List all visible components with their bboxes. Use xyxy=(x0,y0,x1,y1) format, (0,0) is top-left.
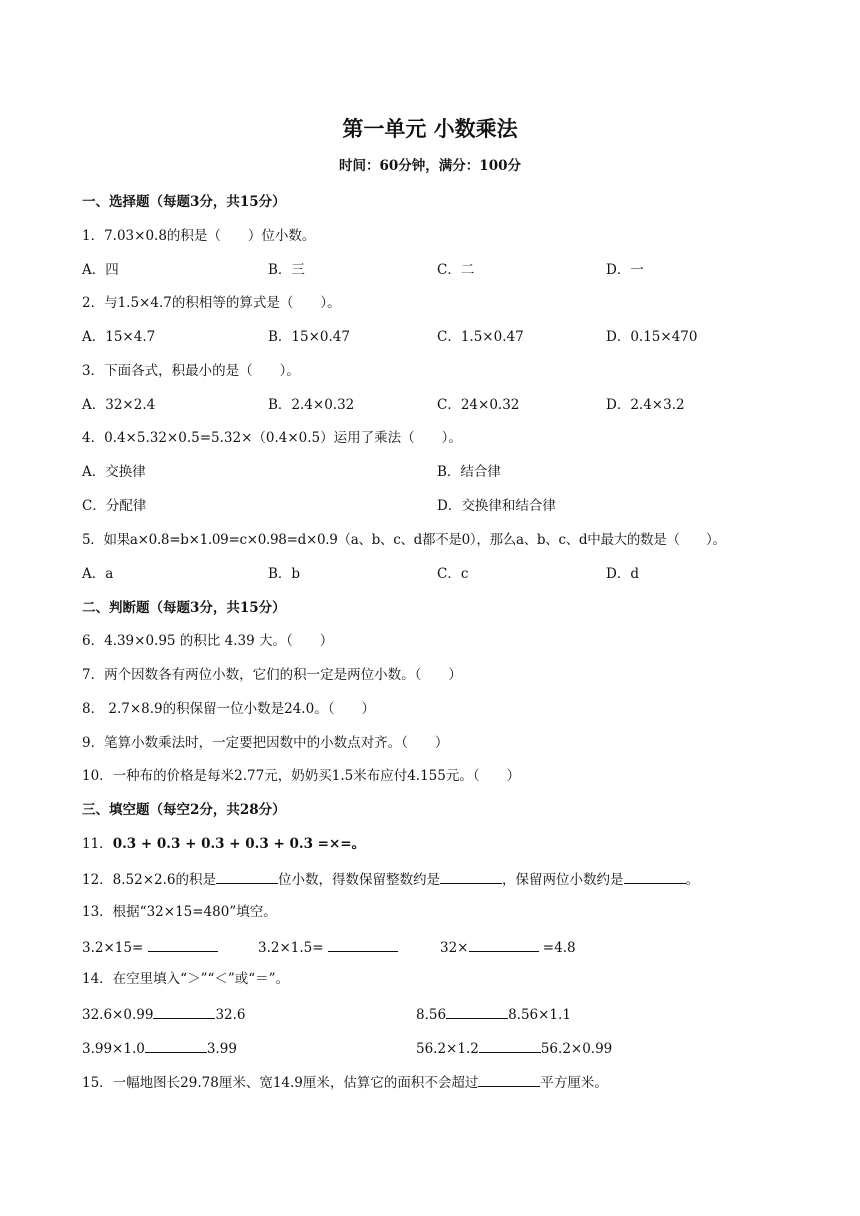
question-11 xyxy=(82,835,365,853)
question-2-option-c: C．1.5×0.47 xyxy=(437,329,524,345)
question-2-option-d: D．0.15×470 xyxy=(606,329,698,345)
question-11-expression: 0.3 + 0.3 + 0.3 + 0.3 + 0.3 =×=。 xyxy=(112,836,366,852)
question-6: 6．4.39×0.95 的积比 4.39 大。（ ） xyxy=(82,633,334,649)
question-12-part-3: ，保留两位小数约是 xyxy=(502,872,624,888)
question-12-part-4: 。 xyxy=(685,872,700,888)
question-4-option-c: C．分配律 xyxy=(82,498,147,514)
page-title: 第一单元 小数乘法 xyxy=(342,116,518,141)
page-subtitle: 时间：60分钟，满分：100分 xyxy=(339,158,521,174)
compare-right: 8.56×1.1 xyxy=(508,1007,571,1023)
question-13-item-3-text-b: =4.8 xyxy=(538,940,576,956)
question-14-compare-4 xyxy=(416,1038,612,1058)
question-4-option-d: D．交换律和结合律 xyxy=(437,498,556,514)
section-heading-judgement: 二、判断题（每题3分，共15分） xyxy=(82,600,286,616)
question-4-option-b: B．结合律 xyxy=(437,464,501,480)
compare-right: 32.6 xyxy=(215,1007,246,1023)
question-5-option-a: A．a xyxy=(82,566,114,582)
compare-right: 56.2×0.99 xyxy=(540,1041,613,1057)
question-5-stem: 5．如果a×0.8=b×1.09=c×0.98=d×0.9（a、b、c、d都不是0），那么a、b、c、d中最大的数是（ ）。 xyxy=(82,532,726,548)
question-13-item-3-text-a: 32× xyxy=(440,940,469,956)
answer-blank[interactable] xyxy=(446,1004,508,1019)
section-heading-fill-in: 三、填空题（每空2分，共28分） xyxy=(82,802,286,818)
answer-blank[interactable] xyxy=(469,937,539,952)
question-5-option-c: C．c xyxy=(437,566,469,582)
question-1-stem: 1．7.03×0.8的积是（ ）位小数。 xyxy=(82,228,316,244)
question-3-option-b: B．2.4×0.32 xyxy=(268,397,355,413)
question-3-option-c: C．24×0.32 xyxy=(437,397,520,413)
question-12-part-2: 位小数，得数保留整数约是 xyxy=(278,872,441,888)
question-14-compare-2 xyxy=(416,1004,571,1024)
question-1-option-d: D．一 xyxy=(606,262,644,278)
question-15-part-1: 15．一幅地图长29.78厘米、宽14.9厘米，估算它的面积不会超过 xyxy=(82,1075,479,1091)
question-12 xyxy=(82,869,699,889)
answer-blank[interactable] xyxy=(478,1072,540,1087)
question-5-option-b: B．b xyxy=(268,566,301,582)
question-14-stem: 14．在空里填入“＞”“＜”或“＝”。 xyxy=(82,971,290,987)
question-12-part-1: 12．8.52×2.6的积是 xyxy=(82,872,217,888)
compare-left: 56.2×1.2 xyxy=(416,1041,479,1057)
answer-blank[interactable] xyxy=(624,869,686,884)
question-2-option-a: A．15×4.7 xyxy=(82,329,156,345)
question-1-option-b: B．三 xyxy=(268,262,305,278)
question-13-item-3 xyxy=(440,937,576,957)
compare-left: 8.56 xyxy=(416,1007,447,1023)
question-9: 9．笔算小数乘法时，一定要把因数中的小数点对齐。（ ） xyxy=(82,735,449,751)
question-8: 8． 2.7×8.9的积保留一位小数是24.0。（ ） xyxy=(82,701,375,717)
section-heading-choice: 一、选择题（每题3分，共15分） xyxy=(82,194,286,210)
compare-right: 3.99 xyxy=(206,1041,237,1057)
answer-blank[interactable] xyxy=(148,937,218,952)
question-15 xyxy=(82,1072,608,1092)
question-13-item-1 xyxy=(82,937,218,957)
question-10: 10．一种布的价格是每米2.77元，奶奶买1.5米布应付4.155元。（ ） xyxy=(82,768,521,784)
question-11-number: 11． xyxy=(82,836,113,852)
answer-blank[interactable] xyxy=(216,869,278,884)
question-1-option-c: C．二 xyxy=(437,262,475,278)
question-1-option-a: A．四 xyxy=(82,262,119,278)
question-14-compare-1 xyxy=(82,1004,246,1024)
answer-blank[interactable] xyxy=(479,1038,541,1053)
answer-blank[interactable] xyxy=(145,1038,207,1053)
question-13-item-2 xyxy=(258,937,398,957)
question-3-option-d: D．2.4×3.2 xyxy=(606,397,685,413)
compare-left: 3.99×1.0 xyxy=(82,1041,145,1057)
question-3-option-a: A．32×2.4 xyxy=(82,397,156,413)
question-4-stem: 4．0.4×5.32×0.5=5.32×（0.4×0.5）运用了乘法（ ）。 xyxy=(82,430,462,446)
question-7: 7．两个因数各有两位小数，它们的积一定是两位小数。（ ） xyxy=(82,667,462,683)
answer-blank[interactable] xyxy=(153,1004,215,1019)
compare-left: 32.6×0.99 xyxy=(82,1007,154,1023)
question-13-item-1-text: 3.2×15= xyxy=(82,940,148,956)
question-2-option-b: B．15×0.47 xyxy=(268,329,350,345)
answer-blank[interactable] xyxy=(328,937,398,952)
answer-blank[interactable] xyxy=(440,869,502,884)
question-13-stem: 13．根据“32×15=480”填空。 xyxy=(82,904,277,920)
question-15-part-2: 平方厘米。 xyxy=(540,1075,608,1091)
question-14-compare-3 xyxy=(82,1038,237,1058)
question-2-stem: 2．与1.5×4.7的积相等的算式是（ ）。 xyxy=(82,295,341,311)
question-4-option-a: A．交换律 xyxy=(82,464,146,480)
question-13-item-2-text: 3.2×1.5= xyxy=(258,940,328,956)
question-3-stem: 3．下面各式，积最小的是（ ）。 xyxy=(82,363,300,379)
question-5-option-d: D．d xyxy=(606,566,639,582)
